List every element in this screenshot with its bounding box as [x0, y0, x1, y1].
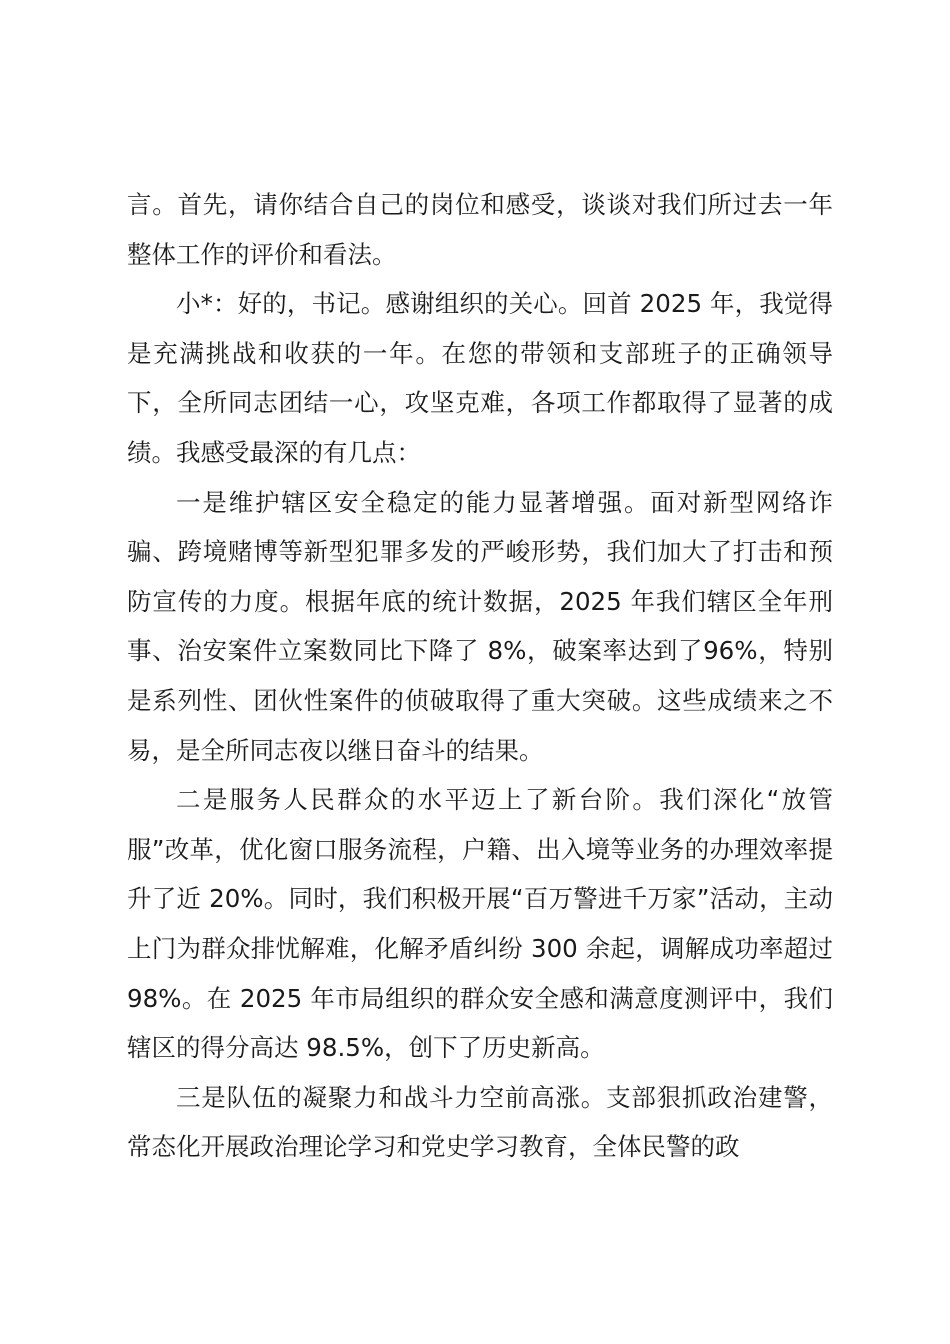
paragraph-point-two-service: 二是服务人民群众的水平迈上了新台阶。我们深化“放管服”改革，优化窗口服务流程，户籍、出入境等业务的办理效率提升了近 20%。同时，我们积极开展“百万警进千万家”活动，主动上门为群众排忧解难，化解矛盾纠纷 300 余起，调解成功率超过 98%。在 2025 年市局组织的群众安全感和满意度测评中，我们辖区的得分高达 98.5%，创下了历史新高。	[127, 785, 833, 1063]
paragraph-point-three-team: 三是队伍的凝聚力和战斗力空前高涨。支部狠抓政治建警，常态化开展政治理论学习和党史学习教育，全体民警的政	[127, 1082, 833, 1162]
paragraph-point-one-security: 一是维护辖区安全稳定的能力显著增强。面对新型网络诈骗、跨境赌博等新型犯罪多发的严峻形势，我们加大了打击和预防宣传的力度。根据年底的统计数据，2025 年我们辖区全年刑事、治安案件立案数同比下降了 8%，破案率达到了96%，特别是系列性、团伙性案件的侦破取得了重大突破。这些成绩来之不易，是全所同志夜以继日奋斗的结果。	[127, 487, 833, 765]
paragraph-answer-intro: 小*：好的，书记。感谢组织的关心。回首 2025 年，我觉得是充满挑战和收获的一年。在您的带领和支部班子的正确领导下，全所同志团结一心，攻坚克难，各项工作都取得了显著的成绩。我感受最深的有几点：	[127, 289, 833, 467]
document-page	[127, 180, 833, 1172]
paragraph-question-continuation: 言。首先，请你结合自己的岗位和感受，谈谈对我们所过去一年整体工作的评价和看法。	[127, 190, 833, 269]
